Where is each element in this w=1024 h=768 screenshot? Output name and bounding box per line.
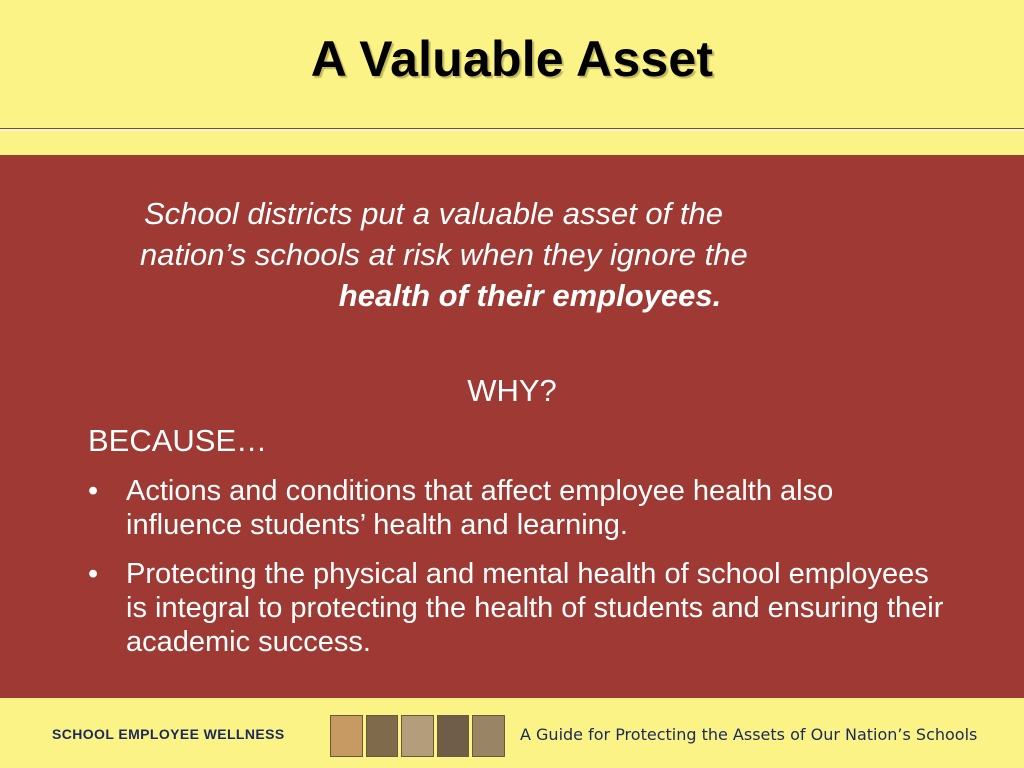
slide-title: A Valuable Asset <box>310 31 714 87</box>
because-heading: BECAUSE… <box>88 423 268 458</box>
title-bar-divider <box>0 129 1024 157</box>
photo-student-icon <box>401 715 434 757</box>
footer-brand: SCHOOL EMPLOYEE WELLNESS <box>52 726 285 742</box>
bullet-icon: • <box>88 475 99 507</box>
bullet-list <box>88 474 948 674</box>
bullet-item <box>88 557 948 659</box>
bullet-item <box>88 474 948 542</box>
photo-adult-icon <box>437 715 470 757</box>
photo-man-icon <box>366 715 399 757</box>
bullet-icon: • <box>88 558 99 590</box>
footer-photo-strip <box>330 715 505 755</box>
footer-subtitle: A Guide for Protecting the Assets of Our Nation’s Schools <box>520 725 978 744</box>
why-heading: WHY? <box>467 373 557 408</box>
lead-statement <box>140 193 940 316</box>
lead-line-3: health of their employees. <box>338 278 722 313</box>
lead-line-2: nation’s schools at risk when they ignore the <box>140 237 748 272</box>
photo-woman-icon <box>330 715 363 757</box>
bullet-text: Protecting the physical and mental health of school employees is integral to protecting the health of students and ensuring their academic success. <box>126 558 944 658</box>
photo-group-icon <box>472 715 505 757</box>
lead-line-1: School districts put a valuable asset of the <box>144 196 723 231</box>
bullet-text: Actions and conditions that affect employee health also influence students’ health and learning. <box>126 475 834 541</box>
